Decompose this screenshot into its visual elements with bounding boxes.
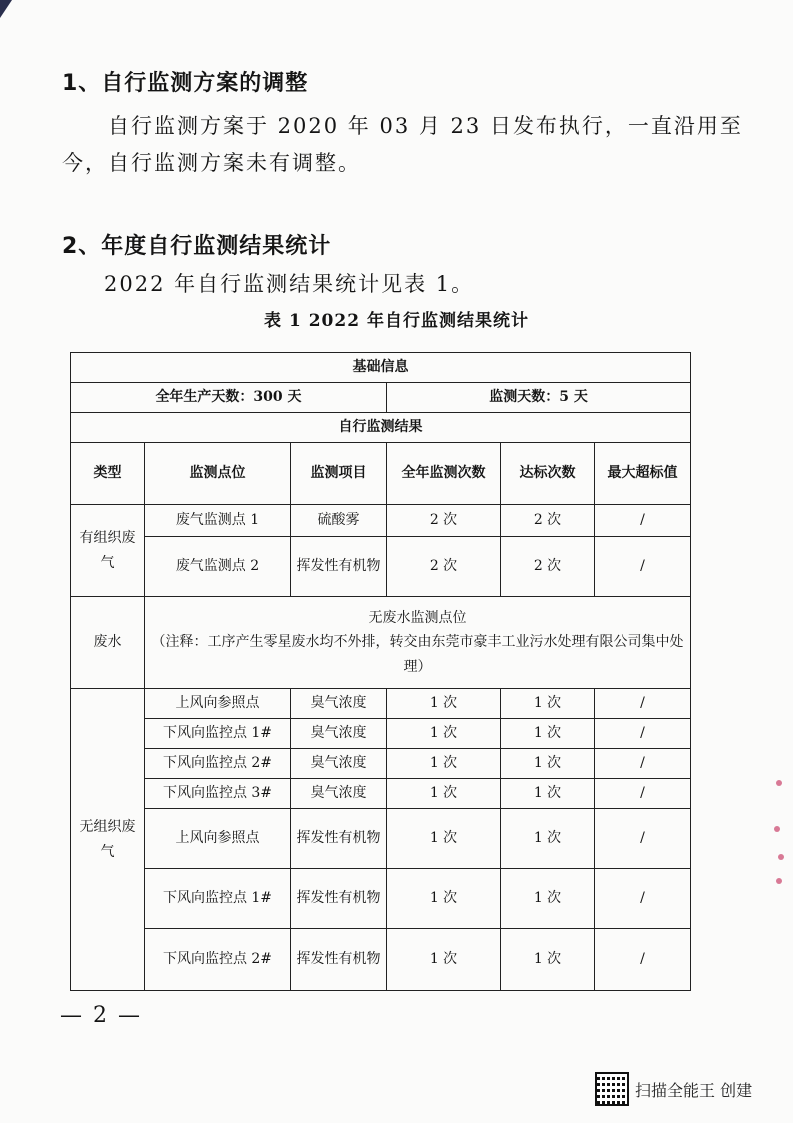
cell-item: 臭气浓度 [291,689,387,719]
cell-pass: 1 次 [501,809,595,869]
cell-pass: 1 次 [501,689,595,719]
cell-item: 臭气浓度 [291,719,387,749]
production-days: 全年生产天数：300 天 [71,383,387,413]
table-row [71,505,691,537]
cell-max: / [595,719,691,749]
results-title: 自行监测结果 [71,413,691,443]
section-1-text-line1: 自行监测方案于 2020 年 03 月 23 日发布执行，一直沿用至 [108,114,743,138]
cell-item: 挥发性有机物 [291,869,387,929]
cell-pass: 2 次 [501,505,595,537]
cell-point: 下风向监控点 1# [145,869,291,929]
header-item: 监测项目 [291,443,387,505]
table-row [71,809,691,869]
cell-max: / [595,929,691,991]
cell-item: 挥发性有机物 [291,537,387,597]
cell-point: 废气监测点 2 [145,537,291,597]
page-number: — 2 — [60,1003,142,1028]
cell-item: 挥发性有机物 [291,809,387,869]
section-2-text: 2022 年自行监测结果统计见表 1。 [104,272,475,296]
table-header-row [71,443,691,505]
table-row [71,383,691,413]
table-caption: 表 1 2022 年自行监测结果统计 [264,311,529,331]
wastewater-note-line2: （注释：工序产生零星废水均不外排，转交由东莞市豪丰工业污水处理有限公司集中处理） [151,634,684,675]
scan-dot [778,854,784,860]
cell-point: 下风向监控点 2# [145,749,291,779]
table-row [71,869,691,929]
scan-dot [776,780,782,786]
header-annual-count: 全年监测次数 [387,443,501,505]
cell-point: 下风向监控点 1# [145,719,291,749]
table-row [71,719,691,749]
cell-count: 1 次 [387,689,501,719]
cell-pass: 1 次 [501,749,595,779]
cell-count: 1 次 [387,929,501,991]
header-pass-count: 达标次数 [501,443,595,505]
cell-point: 上风向参照点 [145,689,291,719]
table-row [71,689,691,719]
cell-max: / [595,869,691,929]
table-row [71,749,691,779]
type-cell-wastewater: 废水 [71,597,145,689]
section-1-text-line2: 今，自行监测方案未有调整。 [62,151,361,175]
scanner-watermark-text: 扫描全能王 创建 [635,1080,753,1100]
cell-pass: 1 次 [501,719,595,749]
cell-point: 下风向监控点 2# [145,929,291,991]
table-row [71,597,691,689]
header-type: 类型 [71,443,145,505]
monitoring-days: 监测天数：5 天 [387,383,691,413]
cell-max: / [595,689,691,719]
scan-dot [776,878,782,884]
cell-max: / [595,537,691,597]
cell-count: 1 次 [387,719,501,749]
header-point: 监测点位 [145,443,291,505]
cell-pass: 1 次 [501,779,595,809]
scan-edge-marks [770,780,784,890]
cell-point: 上风向参照点 [145,809,291,869]
wastewater-note-line1: 无废水监测点位 [368,609,467,626]
cell-point: 下风向监控点 3# [145,779,291,809]
cell-pass: 1 次 [501,869,595,929]
table-row [71,413,691,443]
cell-count: 1 次 [387,809,501,869]
cell-count: 2 次 [387,537,501,597]
scan-dot [774,826,780,832]
type-cell-organized: 有组织废气 [71,505,145,597]
cell-point: 废气监测点 1 [145,505,291,537]
wastewater-note [145,597,691,689]
cell-count: 1 次 [387,749,501,779]
cell-item: 硫酸雾 [291,505,387,537]
cell-item: 挥发性有机物 [291,929,387,991]
section-1-heading: 1、自行监测方案的调整 [62,71,309,96]
cell-pass: 2 次 [501,537,595,597]
cell-count: 2 次 [387,505,501,537]
basic-info-title: 基础信息 [71,353,691,383]
qr-code-icon [595,1072,629,1106]
cell-count: 1 次 [387,869,501,929]
cell-max: / [595,779,691,809]
cell-count: 1 次 [387,779,501,809]
table-row [71,353,691,383]
cell-pass: 1 次 [501,929,595,991]
cell-max: / [595,749,691,779]
table-row [71,537,691,597]
type-cell-fugitive: 无组织废气 [71,689,145,991]
monitoring-results-table [70,352,691,991]
section-2-heading: 2、年度自行监测结果统计 [62,234,332,259]
cell-item: 臭气浓度 [291,779,387,809]
cell-max: / [595,809,691,869]
table-row [71,929,691,991]
scanner-watermark [595,1072,752,1106]
scan-corner-mark [0,0,12,18]
cell-max: / [595,505,691,537]
cell-item: 臭气浓度 [291,749,387,779]
header-max-exceed: 最大超标值 [595,443,691,505]
table-row [71,779,691,809]
